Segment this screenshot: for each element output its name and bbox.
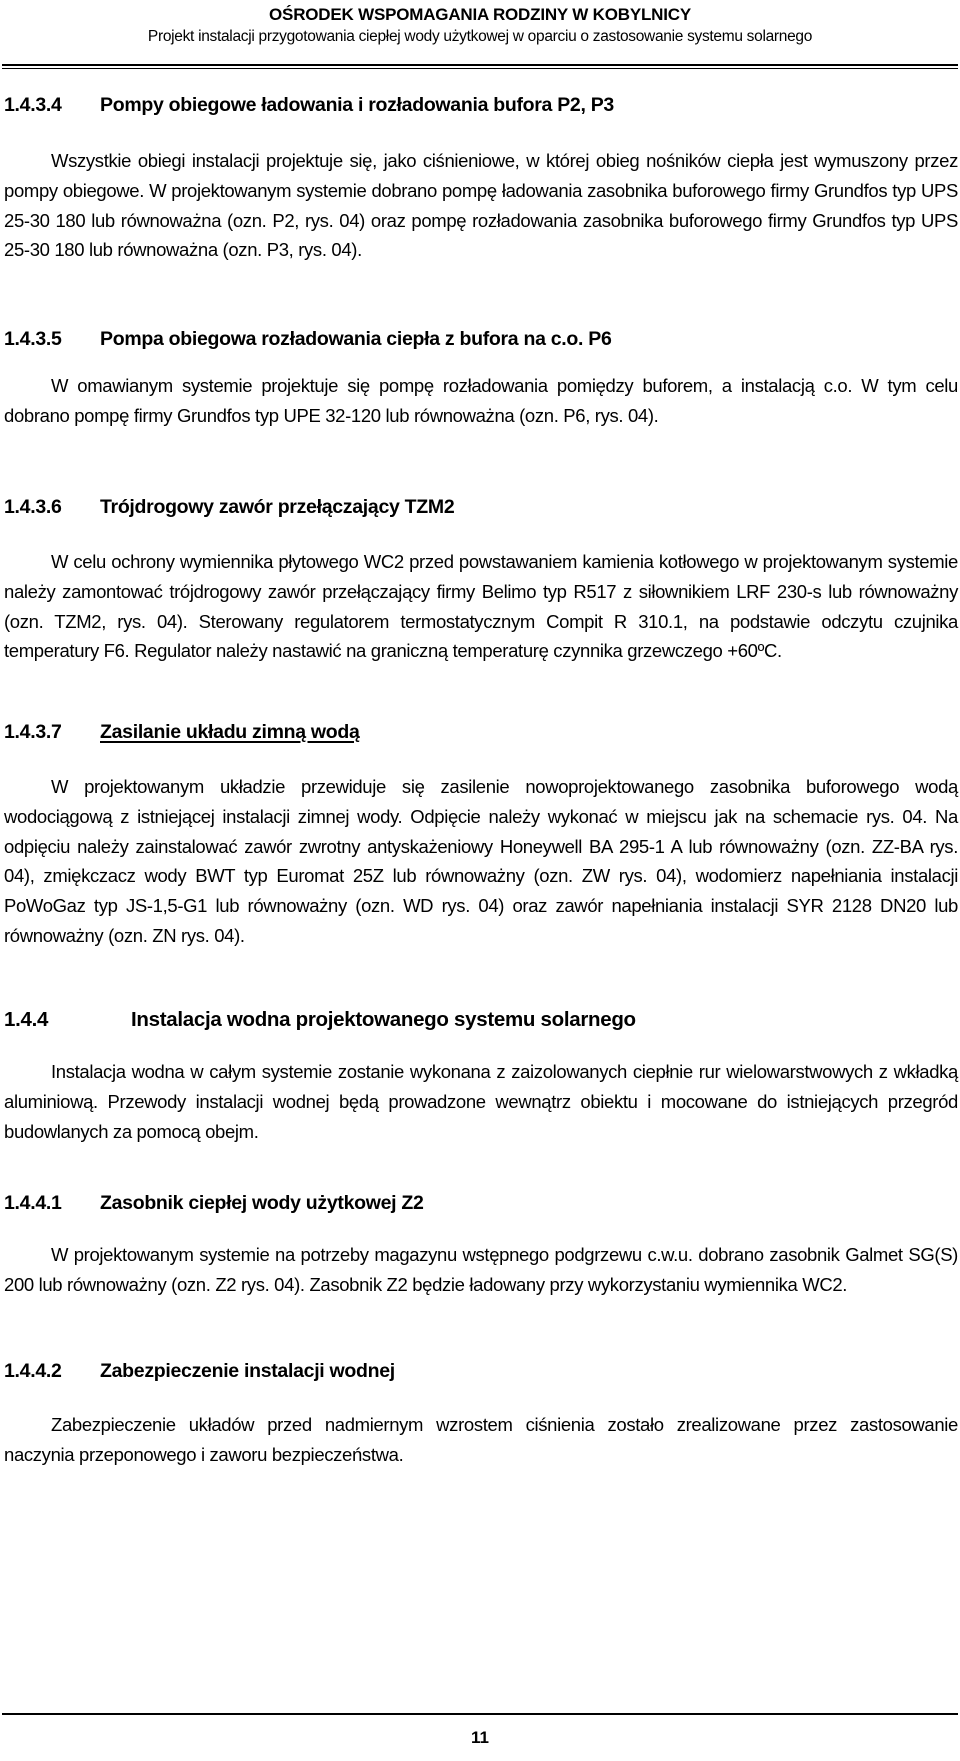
section-heading bbox=[4, 719, 958, 745]
section-title: Trójdrogowy zawór przełączający TZM2 bbox=[100, 496, 455, 518]
section-number: 1.4.4.1 bbox=[4, 1192, 62, 1214]
page-header bbox=[0, 4, 960, 48]
footer-divider bbox=[2, 1713, 958, 1715]
header-divider-thin bbox=[2, 68, 958, 69]
section-number: 1.4.4 bbox=[4, 1008, 49, 1031]
section-heading bbox=[4, 326, 958, 352]
section-body: Wszystkie obiegi instalacji projektuje się, jako ciśnieniowe, w której obieg nośników ciepła jest wymuszony przez pompy obiegowe. W projektowanym systemie dobrano pompę ładowania zasobnika buforowego firmy Grundfos typ UPS 25-30 180 lub równoważna (ozn. P2, rys. 04) oraz pompę rozładowania zasobnika buforowego firmy Grundfos typ UPS 25-30 180 lub równoważna (ozn. P3, rys. 04). bbox=[4, 150, 958, 261]
section-heading bbox=[4, 494, 958, 520]
section-body: Instalacja wodna w całym systemie zostanie wykonana z zaizolowanych ciepłnie rur wielowarstwowych z wkładką aluminiową. Przewody instalacji wodnej będą prowadzone wewnątrz obiektu i mocowane do istniejących przegród budowlanych za pomocą obejm. bbox=[4, 1061, 958, 1142]
page-number: 11 bbox=[471, 1728, 489, 1747]
section-body: W omawianym systemie projektuje się pompę rozładowania pomiędzy buforem, a instalacją c.o. W tym celu dobrano pompę firmy Grundfos typ UPE 32-120 lub równoważna (ozn. P6, rys. 04). bbox=[4, 375, 958, 426]
section-title: Zabezpieczenie instalacji wodnej bbox=[100, 1360, 395, 1382]
section-title: Pompa obiegowa rozładowania ciepła z bufora na c.o. P6 bbox=[100, 328, 612, 350]
section-body: W projektowanym systemie na potrzeby magazynu wstępnego podgrzewu c.w.u. dobrano zasobnik Galmet SG(S) 200 lub równoważny (ozn. Z2 rys. 04). Zasobnik Z2 będzie ładowany przy wykorzystaniu wymiennika WC2. bbox=[4, 1244, 958, 1295]
section-body: W projektowanym układzie przewiduje się zasilenie nowoprojektowanego zasobnika buforowego wodą wodociągową z istniejącej instalacji zimnej wody. Odpięcie należy wykonać w miejscu jak na schemacie rys. 04. Na odpięciu należy zainstalować zawór zwrotny antyskażeniowy Honeywell BA 295-1 A lub równoważny (ozn. ZZ-BA rys. 04), zmiękczacz wody BWT typ Euromat 25Z lub równoważny (ozn. ZW rys. 04), wodomierz napełniania instalacji PoWoGaz typ JS-1,5-G1 lub równoważny (ozn. WD rys. 04) oraz zawór napełniania instalacji SYR 2128 DN20 lub równoważny (ozn. ZN rys. 04). bbox=[4, 776, 958, 946]
section-title: Pompy obiegowe ładowania i rozładowania bufora P2, P3 bbox=[100, 94, 614, 116]
section-number: 1.4.3.4 bbox=[4, 94, 62, 116]
section-title: Zasilanie układu zimną wodą bbox=[100, 721, 360, 743]
section-number: 1.4.3.7 bbox=[4, 721, 62, 743]
section-body: W celu ochrony wymiennika płytowego WC2 przed powstawaniem kamienia kotłowego w projektowanym systemie należy zamontować trójdrogowy zawór przełączający firmy Belimo typ R517 z siłownikiem LRF 230-s lub równoważny (ozn. TZM2, rys. 04). Sterowany regulatorem termostatycznym Compit R 310.1, na podstawie odczytu czujnika temperatury F6. Regulator należy nastawić na graniczną temperaturę czynnika grzewczego +60ºC. bbox=[4, 551, 958, 662]
section-number: 1.4.4.2 bbox=[4, 1360, 62, 1382]
section-heading bbox=[4, 1358, 958, 1384]
section-title: Zasobnik ciepłej wody użytkowej Z2 bbox=[100, 1192, 424, 1214]
header-divider bbox=[2, 64, 958, 66]
section-heading bbox=[4, 1190, 958, 1216]
section-number: 1.4.3.6 bbox=[4, 496, 62, 518]
section-number: 1.4.3.5 bbox=[4, 328, 62, 350]
header-project-title: Projekt instalacji przygotowania ciepłej wody użytkowej w oparciu o zastosowanie systemu solarnego bbox=[147, 28, 813, 45]
section-heading bbox=[4, 1007, 958, 1033]
section-heading bbox=[4, 92, 958, 118]
header-organization: OŚRODEK WSPOMAGANIA RODZINY W KOBYLNICY bbox=[269, 5, 691, 24]
section-title: Instalacja wodna projektowanego systemu solarnego bbox=[131, 1008, 636, 1031]
section-body: Zabezpieczenie układów przed nadmiernym wzrostem ciśnienia zostało zrealizowane przez zastosowanie naczynia przeponowego i zaworu bezpieczeństwa. bbox=[4, 1414, 958, 1465]
